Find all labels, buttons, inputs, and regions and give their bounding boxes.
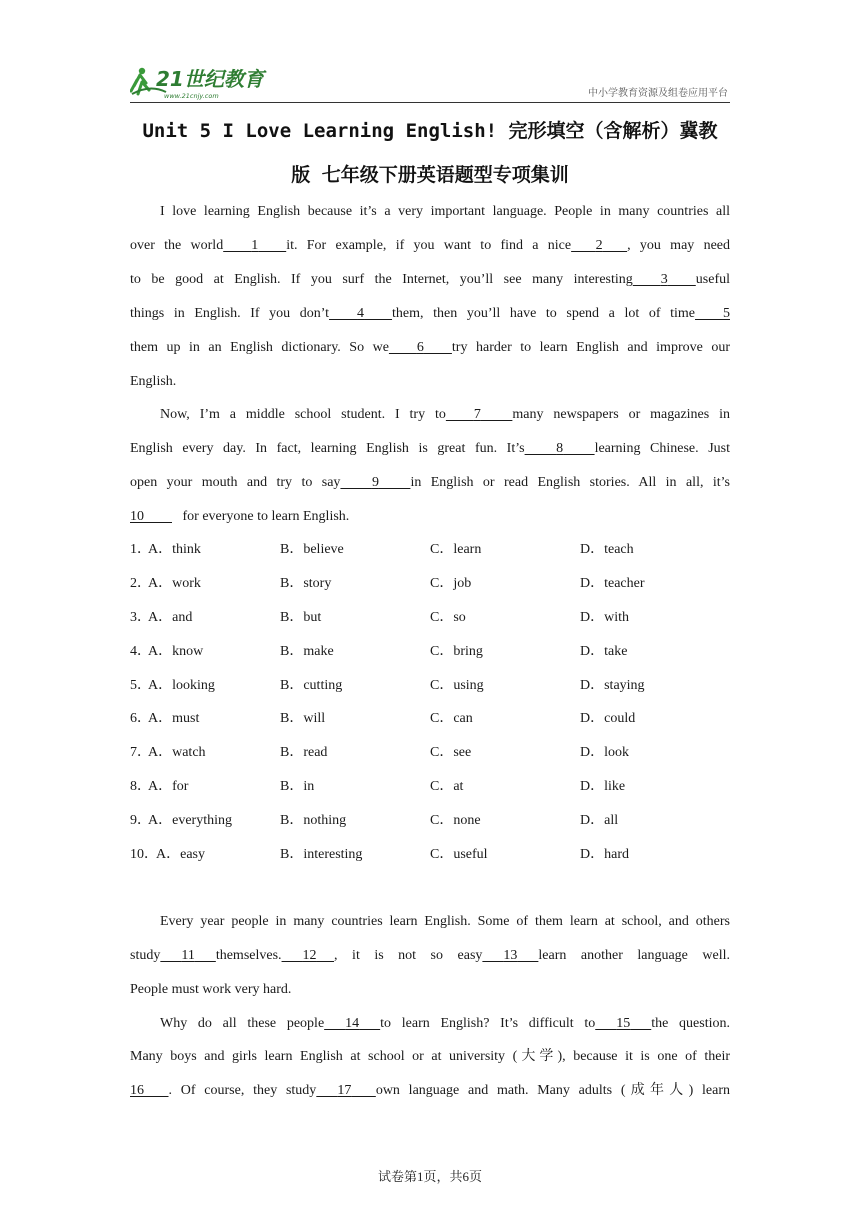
option-c[interactable]: C．so xyxy=(430,610,466,625)
logo-url: www.21cnjy.com xyxy=(164,92,219,100)
option-row: 6． A．must B．will C．can D．could xyxy=(130,709,730,729)
blank-13[interactable]: 13 xyxy=(503,948,518,963)
option-c[interactable]: C．learn xyxy=(430,542,482,557)
option-c[interactable]: C．job xyxy=(430,576,472,591)
option-b[interactable]: B．interesting xyxy=(280,847,363,862)
option-row: 2． A．work B．story C．job D．teacher xyxy=(130,574,730,594)
option-d[interactable]: D．take xyxy=(580,644,628,659)
blank-14[interactable]: 14 xyxy=(345,1016,360,1031)
option-a[interactable]: A．for xyxy=(148,779,189,794)
option-row: 7． A．watch B．read C．see D．look xyxy=(130,743,730,763)
option-row: 4． A．know B．make C．bring D．take xyxy=(130,642,730,662)
option-row: 8． A．for B．in C．at D．like xyxy=(130,777,730,797)
option-b[interactable]: B．make xyxy=(280,644,334,659)
option-b[interactable]: B．will xyxy=(280,711,326,726)
blank-1[interactable]: 1 xyxy=(251,238,259,253)
option-a[interactable]: A．everything xyxy=(148,813,232,828)
option-a[interactable]: A．watch xyxy=(148,745,206,760)
option-b[interactable]: B．cutting xyxy=(280,678,343,693)
option-b[interactable]: B．story xyxy=(280,576,332,591)
passage2-line: Every year people in many countries learn English. Some of them learn at school, and others xyxy=(160,914,730,929)
option-a[interactable]: A．think xyxy=(148,542,201,557)
blank-3[interactable]: 3 xyxy=(660,272,668,287)
option-b[interactable]: B．nothing xyxy=(280,813,347,828)
option-d[interactable]: D．look xyxy=(580,745,629,760)
blank-9[interactable]: 9 xyxy=(371,475,379,490)
passage1-line: 10 for everyone to learn English. xyxy=(130,507,730,527)
logo-name: 21世纪教育 xyxy=(156,67,264,91)
option-c[interactable]: C．see xyxy=(430,745,472,760)
passage1-line: I love learning English because it’s a very important language. People in many countries all xyxy=(160,204,730,219)
passage1-line: things in English. If you don’t 4 them, then you’ll have to spend a lot of time 5 xyxy=(130,304,730,324)
blank-7[interactable]: 7 xyxy=(473,407,481,422)
passage1-line: English every day. In fact, learning English is great fun. It’s 8 learning Chinese. Just xyxy=(130,439,730,459)
blank-8[interactable]: 8 xyxy=(556,441,564,456)
option-row: 1． A．think B．believe C．learn D．teach xyxy=(130,540,730,560)
passage2-line: Why do all these people 14 to learn English? It’s difficult to 15 the question. xyxy=(130,1014,730,1034)
option-row: 10． A．easy B．interesting C．useful D．hard xyxy=(130,845,730,865)
option-c[interactable]: C．bring xyxy=(430,644,483,659)
option-row: 3． A．and B．but C．so D．with xyxy=(130,608,730,628)
blank-10[interactable]: 10 xyxy=(130,509,144,524)
passage2-line: study 11 themselves. 12 , it is not so easy 13 learn another language well. xyxy=(130,946,730,966)
option-d[interactable]: D．could xyxy=(580,711,636,726)
option-c[interactable]: C．none xyxy=(430,813,481,828)
passage1-line: them up in an English dictionary. So we 6 try harder to learn English and improve our xyxy=(130,338,730,358)
option-row: 9． A．everything B．nothing C．none D．all xyxy=(130,811,730,831)
option-a[interactable]: A．work xyxy=(148,576,201,591)
blank-16[interactable]: 16 xyxy=(130,1083,144,1098)
option-b[interactable]: B．believe xyxy=(280,542,344,557)
option-b[interactable]: B．but xyxy=(280,610,322,625)
option-d[interactable]: D．staying xyxy=(580,678,645,693)
blank-2[interactable]: 2 xyxy=(595,238,603,253)
passage1-line: to be good at English. If you surf the Internet, you’ll see many interesting 3 useful xyxy=(130,270,730,290)
option-d[interactable]: D．like xyxy=(580,779,626,794)
option-a[interactable]: A．and xyxy=(148,610,193,625)
passage2-line: Many boys and girls learn English at school or at university (大学), because it is one of their xyxy=(130,1049,730,1064)
passage1-line: Now, I’m a middle school student. I try to 7 many newspapers or magazines in xyxy=(130,405,730,425)
option-d[interactable]: D．teach xyxy=(580,542,634,557)
option-a[interactable]: A．know xyxy=(148,644,204,659)
option-d[interactable]: D．with xyxy=(580,610,629,625)
option-a[interactable]: A．must xyxy=(148,711,200,726)
option-a[interactable]: A．easy xyxy=(156,847,205,862)
page-footer: 试卷第1页，共6页 xyxy=(377,1169,482,1184)
blank-17[interactable]: 17 xyxy=(337,1083,352,1098)
option-b[interactable]: B．read xyxy=(280,745,328,760)
option-c[interactable]: C．using xyxy=(430,678,484,693)
option-d[interactable]: D．teacher xyxy=(580,576,645,591)
passage1-line: over the world 1 it. For example, if you want to find a nice 2 , you may need xyxy=(130,236,730,256)
blank-12[interactable]: 12 xyxy=(302,948,317,963)
blank-5[interactable]: 5 xyxy=(723,306,730,321)
option-d[interactable]: D．hard xyxy=(580,847,629,862)
blank-15[interactable]: 15 xyxy=(616,1016,631,1031)
page-title-line1: Unit 5 I Love Learning English! 完形填空（含解析）冀教 xyxy=(142,120,718,142)
blank-6[interactable]: 6 xyxy=(416,340,424,355)
page-header xyxy=(130,60,730,103)
passage2-line: People must work very hard. xyxy=(130,982,292,997)
option-c[interactable]: C．can xyxy=(430,711,473,726)
option-c[interactable]: C．at xyxy=(430,779,464,794)
blank-4[interactable]: 4 xyxy=(357,306,365,321)
platform-label: 中小学教育资源及组卷应用平台 xyxy=(588,88,728,99)
passage1-line: English. xyxy=(130,374,177,389)
option-row: 5． A．looking B．cutting C．using D．staying xyxy=(130,676,730,696)
blank-11[interactable]: 11 xyxy=(181,948,195,963)
passage2-line: 16 . Of course, they study 17 own language and math. Many adults (成年人) learn xyxy=(130,1081,730,1101)
passage1-line: open your mouth and try to say 9 in English or read English stories. All in all, it’s xyxy=(130,473,730,493)
option-b[interactable]: B．in xyxy=(280,779,315,794)
option-d[interactable]: D．all xyxy=(580,813,619,828)
option-a[interactable]: A．looking xyxy=(148,678,215,693)
option-c[interactable]: C．useful xyxy=(430,847,488,862)
page-title-line2: 版 七年级下册英语题型专项集训 xyxy=(291,164,569,186)
logo-icon xyxy=(130,64,270,102)
